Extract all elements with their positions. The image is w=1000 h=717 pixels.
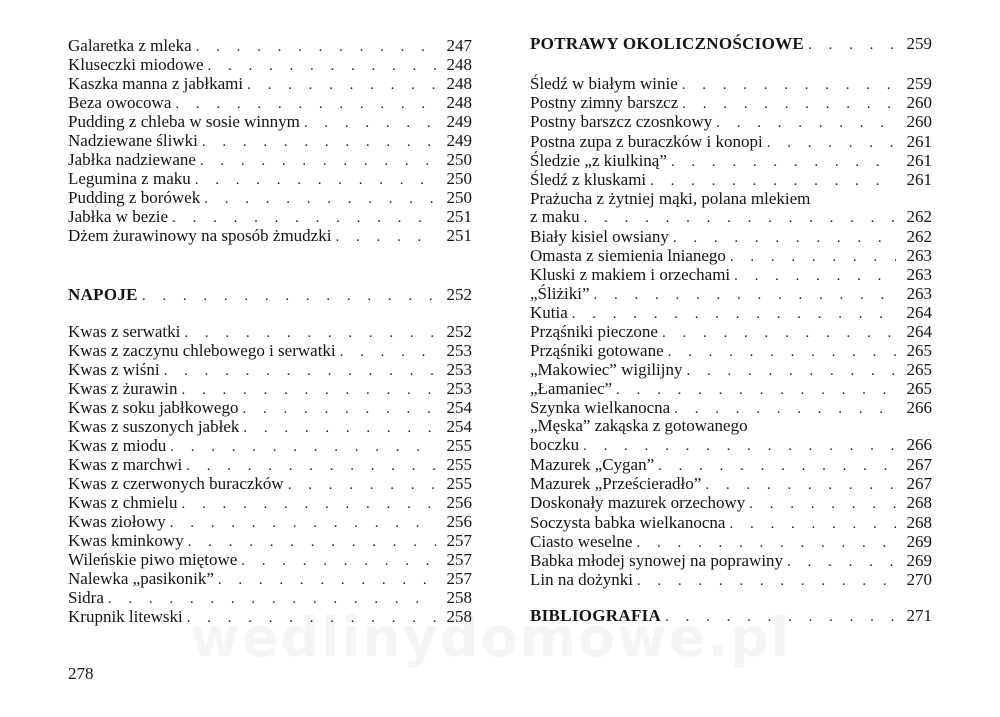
entry-page: 270 [906,570,932,590]
toc-entry [68,436,472,455]
toc-entry [68,188,472,207]
toc-entry [68,474,472,493]
entry-title: „Śliżiki” [530,284,590,303]
toc-entry [68,417,472,436]
section-heading-potrawy-okolicznosciowe [530,34,932,53]
toc-entry [530,265,932,284]
entry-title: „Łamaniec” [530,379,613,398]
entry-page: 249 [446,131,472,150]
entry-title: Krupnik litewski [68,607,183,626]
toc-entry-line [530,189,932,208]
entry-page: 254 [446,417,472,436]
entry-title: Pudding z chleba w sosie winnym [68,112,300,131]
entry-title: Kwas ziołowy [68,512,166,531]
entry-title: Kwas z suszonych jabłek [68,417,240,436]
entry-page: 250 [446,188,472,207]
entry-title: Szynka wielkanocna [530,398,671,417]
leader-dots [583,437,896,456]
entry-title: Sidra [68,588,104,607]
toc-entry-line [530,416,932,435]
entry-title: Kwas z soku jabłkowego [68,398,239,417]
entry-title: Galaretka z mleka [68,36,192,55]
leader-dots [787,553,896,572]
entry-page: 263 [906,265,932,284]
entry-page: 256 [446,493,472,512]
toc-entry [68,112,472,131]
entry-title: Kutia [530,303,568,322]
entry-page: 257 [446,569,472,588]
toc-entry [68,150,472,169]
leader-dots [729,515,896,534]
entry-title: „Męska” zakąska z gotowanego [530,416,748,435]
toc-entry [68,131,472,150]
entry-page: 261 [906,150,932,170]
entry-page: 251 [446,226,472,245]
entry-page: 256 [446,512,472,531]
entry-page: 253 [446,341,472,360]
toc-entry [68,569,472,588]
entry-title: Śledź w białym winie [530,74,678,93]
section-heading-napoje [68,285,472,304]
toc-entry [530,93,932,112]
entry-page: 262 [906,227,932,246]
entry-title: Soczysta babka wielkanocna [530,512,726,532]
entry-page: 264 [906,303,932,322]
entry-page: 261 [906,170,932,189]
toc-entry [68,360,472,379]
entry-page: 266 [906,398,932,417]
toc-entry [530,513,932,532]
entry-title: Kwas kminkowy [68,531,184,550]
entry-page: 257 [446,531,472,550]
toc-entry [68,550,472,569]
page-number: 278 [68,664,94,683]
leader-dots [705,476,896,495]
leader-dots [637,572,896,591]
entry-title: Kwas z czerwonych buraczków [68,474,284,493]
toc-entry [530,551,932,570]
entry-title: Kwas z żurawin [68,379,178,398]
toc-entry [68,93,472,112]
entry-page: 259 [906,74,932,93]
leader-dots [335,228,436,247]
entry-page: 260 [906,93,932,113]
entry-title: Prząśniki gotowane [530,341,664,360]
toc-entry [530,207,932,226]
toc-entry [68,207,472,226]
toc-entry [68,226,472,245]
toc-entry [530,284,932,303]
entry-title: Kwas z chmielu [68,493,178,512]
entry-page: 268 [906,493,932,513]
entry-page: 265 [906,360,932,379]
entry-title: Kluseczki miodowe [68,55,204,74]
entry-title: Jabłka nadziewane [68,150,196,169]
entry-page: 266 [906,435,932,454]
toc-entry [530,435,932,454]
entry-title: Kwas z miodu [68,436,167,455]
entry-page: 263 [906,284,932,303]
entry-page: 267 [906,474,932,494]
entry-page: 258 [446,588,472,607]
leader-dots [682,76,896,95]
leader-dots [749,495,896,514]
leader-dots [584,209,896,228]
toc-entry [68,398,472,417]
heading-title: NAPOJE [68,285,138,304]
entry-title: Biały kisiel owsiany [530,227,669,246]
entry-page: 261 [906,131,932,151]
entry-title: Postna zupa z buraczków i konopi [530,131,763,151]
toc-entry [530,570,932,589]
toc-entry [68,512,472,531]
toc-entry [68,588,472,607]
entry-title: Dżem żurawinowy na sposób żmudzki [68,226,332,245]
toc-entry [530,398,932,417]
toc-entry [68,493,472,512]
toc-entry [530,303,932,322]
entry-title: Lin na dożynki [530,570,633,590]
entry-title: Kwas z wiśni [68,360,160,379]
toc-entry [530,112,932,131]
toc-entry [530,455,932,474]
entry-page: 250 [446,169,472,188]
entry-title: Śledź z kluskami [530,170,647,189]
leader-dots [187,609,436,628]
entry-page: 269 [906,531,932,551]
toc-entry [530,170,932,189]
leader-dots [665,608,896,627]
entry-page: 255 [446,436,472,455]
toc-entry [68,169,472,188]
entry-title: Prażucha z żytniej mąki, polana mlekiem [530,189,811,208]
heading-page: 271 [906,606,932,625]
leader-dots [658,457,896,476]
leader-dots [682,95,896,114]
entry-page: 254 [446,398,472,417]
entry-page: 248 [446,93,472,112]
entry-page: 251 [446,207,472,226]
toc-entry [68,607,472,626]
toc-entry [530,493,932,512]
toc-entry [68,455,472,474]
leader-dots [142,287,436,306]
entry-page: 269 [906,551,932,570]
entry-title: Postny zimny barszcz [530,93,679,113]
leader-dots [671,153,896,172]
entry-page: 248 [446,55,472,74]
entry-title: Kluski z makiem i orzechami [530,265,731,284]
entry-title: boczku [530,435,580,454]
entry-title: Nadziewane śliwki [68,131,198,150]
toc-entry [530,74,932,93]
entry-title: Pudding z borówek [68,188,201,207]
entry-title: Śledzie „z kiulkiną” [530,150,667,170]
entry-page: 265 [906,379,932,398]
entry-title: Babka młodej synowej na poprawiny [530,551,784,570]
entry-title: Omasta z siemienia lnianego [530,246,726,265]
entry-title: z maku [530,207,580,226]
toc-entry [68,36,472,55]
entry-title: Wileńskie piwo miętowe [68,550,238,569]
leader-dots [716,114,896,133]
entry-page: 253 [446,379,472,398]
entry-title: Mazurek „Prześcieradło” [530,474,702,494]
entry-page: 264 [906,322,932,341]
section-heading-bibliografia [530,606,932,625]
leader-dots [767,134,896,153]
entry-title: Kwas z marchwi [68,455,183,474]
entry-title: Kwas z serwatki [68,322,181,341]
toc-entry [530,227,932,246]
leader-dots [636,534,896,553]
entry-page: 248 [446,74,472,93]
toc-entry [530,246,932,265]
entry-page: 267 [906,455,932,474]
entry-title: Doskonały mazurek orzechowy [530,493,746,513]
entry-page: 252 [446,322,472,341]
entry-page: 265 [906,341,932,360]
leader-dots [808,36,896,55]
toc-entry [68,379,472,398]
heading-title: BIBLIOGRAFIA [530,606,662,625]
toc-entry [530,322,932,341]
toc-entry [530,341,932,360]
entry-page: 247 [446,36,472,55]
toc-entry [68,322,472,341]
toc-entry [530,132,932,151]
entry-page: 263 [906,246,932,265]
toc-entry [530,532,932,551]
entry-page: 268 [906,512,932,532]
entry-title: Postny barszcz czosnkowy [530,112,713,132]
entry-page: 257 [446,550,472,569]
toc-entry [68,531,472,550]
toc-entry [530,379,932,398]
entry-page: 253 [446,360,472,379]
toc-entry [530,360,932,379]
entry-title: „Makowiec” wigilijny [530,360,683,379]
toc-entry [530,151,932,170]
entry-title: Kaszka manna z jabłkami [68,74,244,93]
toc-entry [68,341,472,360]
entry-title: Legumina z maku [68,169,191,188]
entry-title: Prząśniki pieczone [530,322,658,341]
entry-page: 249 [446,112,472,131]
entry-title: Ciasto weselne [530,531,633,551]
entry-page: 255 [446,455,472,474]
toc-entry [68,55,472,74]
entry-title: Mazurek „Cygan” [530,455,655,474]
entry-page: 250 [446,150,472,169]
entry-page: 255 [446,474,472,493]
toc-entry [68,74,472,93]
heading-page: 259 [906,34,932,53]
entry-page: 262 [906,207,932,226]
entry-page: 258 [446,607,472,626]
entry-title: Kwas z zaczynu chlebowego i serwatki [68,341,336,360]
entry-title: Beza owocowa [68,93,172,112]
heading-title: POTRAWY OKOLICZNOŚCIOWE [530,34,805,53]
heading-page: 252 [446,285,472,304]
entry-title: Nalewka „pasikonik” [68,569,214,588]
toc-entry [530,474,932,493]
entry-page: 260 [906,112,932,132]
entry-title: Jabłka w bezie [68,207,169,226]
